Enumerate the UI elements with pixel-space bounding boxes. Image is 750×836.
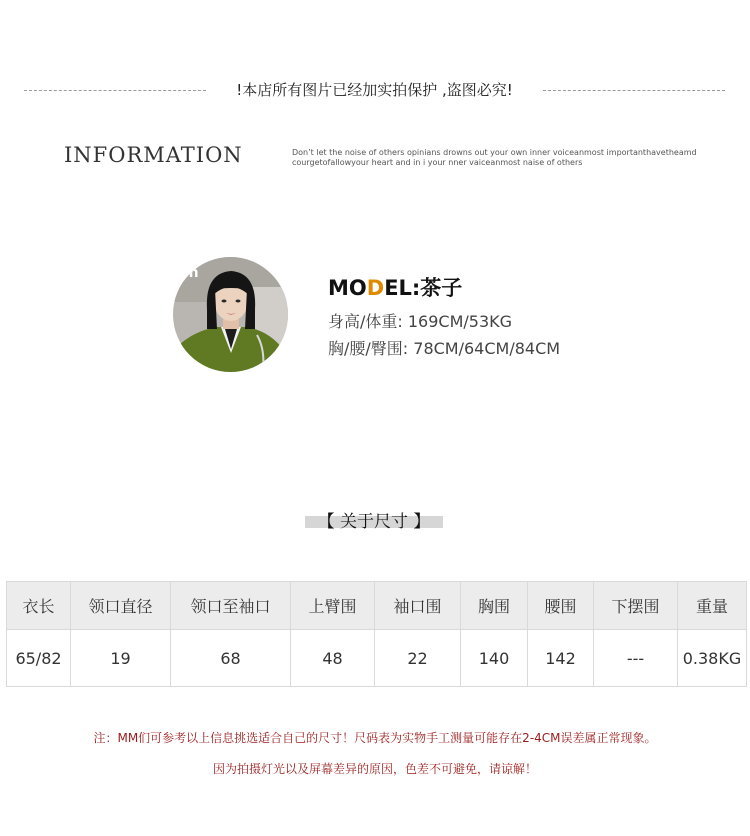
model-label-accent: D — [366, 276, 385, 300]
cell-length: 65/82 — [7, 630, 71, 687]
size-note: 注：MM们可参考以上信息挑选适合自己的尺寸！尺码表为实物手工测量可能存在2-4CM误差属正常现象。 — [93, 731, 657, 745]
header-cell-waist: 腰围 — [528, 582, 594, 630]
information-description-line-1: Don’t let the noise of others opinians drowns out your own inner voiceanmost importanthavetheamd — [292, 148, 697, 157]
cell-collar-to-cuff: 68 — [171, 630, 291, 687]
header-cell-upper-arm: 上臂围 — [291, 582, 375, 630]
information-title: INFORMATION — [64, 143, 243, 167]
cell-upper-arm: 48 — [291, 630, 375, 687]
cell-weight: 0.38KG — [678, 630, 747, 687]
model-avatar — [173, 257, 288, 372]
model-label-prefix: MO — [328, 276, 367, 300]
table-row — [7, 630, 747, 687]
model-name-label — [328, 272, 462, 302]
size-heading-text: 【 关于尺寸 】 — [317, 512, 431, 532]
model-height-weight: 身高/体重: 169CM/53KG — [328, 312, 513, 331]
cell-chest: 140 — [461, 630, 528, 687]
cell-collar-diameter: 19 — [71, 630, 171, 687]
model-label-suffix: EL:茶子 — [384, 276, 463, 300]
dashed-divider-left — [24, 90, 206, 91]
header-cell-length: 衣长 — [7, 582, 71, 630]
size-section-heading — [305, 510, 443, 534]
copyright-notice — [0, 78, 750, 102]
color-note: 因为拍摄灯光以及屏幕差异的原因，色差不可避免，请谅解！ — [212, 762, 537, 776]
dashed-divider-right — [543, 90, 725, 91]
header-cell-collar-to-cuff: 领口至袖口 — [171, 582, 291, 630]
information-description-line-2: courgetofallowyour heart and in i your nner vaiceanmost naise of others — [292, 158, 583, 167]
header-cell-hem: 下摆围 — [594, 582, 678, 630]
size-table-header-row — [7, 582, 747, 630]
avatar-background-text: on — [179, 265, 199, 281]
header-cell-weight: 重量 — [678, 582, 747, 630]
cell-waist: 142 — [528, 630, 594, 687]
header-cell-cuff: 袖口围 — [375, 582, 461, 630]
model-measurements: 胸/腰/臀围: 78CM/64CM/84CM — [328, 339, 561, 358]
size-table — [6, 581, 747, 687]
copyright-notice-text: !本店所有图片已经加实拍保护 ,盗图必究! — [236, 81, 513, 99]
cell-cuff: 22 — [375, 630, 461, 687]
model-photo-illustration — [173, 257, 288, 372]
information-description — [292, 148, 712, 168]
cell-hem: --- — [594, 630, 678, 687]
header-cell-collar-diameter: 领口直径 — [71, 582, 171, 630]
header-cell-chest: 胸围 — [461, 582, 528, 630]
